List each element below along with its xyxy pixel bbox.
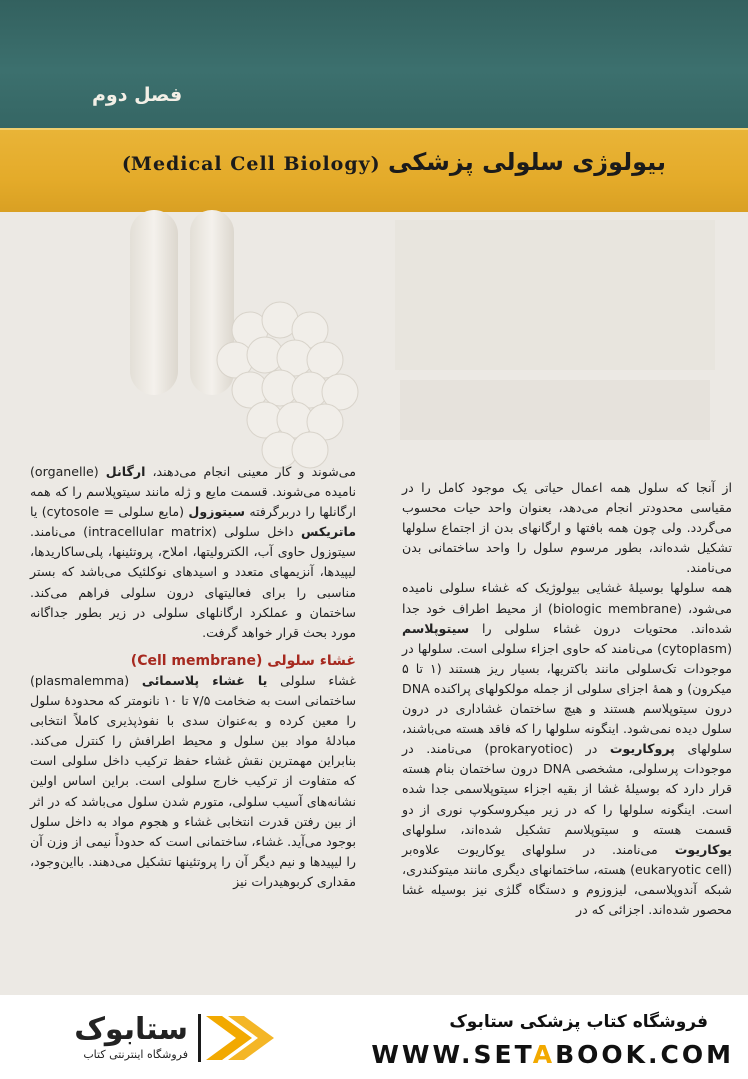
faded-cell-illustration xyxy=(40,210,720,500)
term-prokaryote: پروکاریوت xyxy=(609,741,675,757)
right-text-column xyxy=(402,478,732,920)
chapter-label: فصل دوم xyxy=(92,84,183,106)
paragraph-intro: از آنجا که سلول همه اعمال حیاتی یک موجود کامل را در مقیاسی محدودتر انجام می‌دهد، بعنوان واحد حیات محسوب می‌گردد. ولی چون همه بافتها و ارگانهای بدن از اجتماع سلولها تشکیل شده‌اند، بطور مرسوم سلول را واحد ساختمانی بدن می‌نامند. xyxy=(402,480,732,576)
paragraph-membrane-intro: همه سلولها بوسیلهٔ غشایی بیولوژیک که غشاء سلولی نامیده می‌شود، (biologic membrane) از محیط اطراف خود جدا شده‌اند. محتویات درون غشاء سلولی را سیتوپلاسم (cytoplasm) می‌نامند که حاوی اجزاء سلولی است. سلولها در موجودات تک‌سلولی مانند باکتریها، بسیار ریز هستند (۱ تا ۵ میکرون) و همهٔ اجزای سلولی از جمله مولکولهای پراکنده DNA درون سیتوپلاسم هستند و هیچ ساختمان غشاداری در درون سلول دیده نمی‌شود. اینگونه سلولها را که فاقد هسته می‌باشند، سلولهای پروکاریوت در (prokaryotioc) می‌نامند. در موجودات پرسلولی، مشخصی DNA درون ساختمان بنام هسته قرار دارد که بوسیلهٔ غشا از بقیه اجزاء سیتوپلاسمی جدا شده است. اینگونه سلولها را که در زیر میکروسکوپ نوری از دو قسمت هسته و سیتوپلاسم تشکیل شده‌اند، سلولهای یوکاریوت می‌نامند. در سلولهای یوکاریوت علاوه‌بر (eukaryotic cell) هسته، ساختمانهای دیگری مانند میتوکندری، شبکه آندوپلاسمی، لیزوزوم و دستگاه گلژی نیز بوسیله غشا محصور شده‌اند. اجزائی که در xyxy=(402,580,733,917)
logo-name: ستابوک xyxy=(74,1012,188,1047)
paragraph-cell-membrane: غشاء سلولی یا غشاء پلاسمائی (plasmalemma) ساختمانی است به ضخامت ۷/۵ تا ۱۰ نانومتر که محدودهٔ سلول را معین کرده و به‌عنوان سدی با نفوذپذیری کاملاً انتخابی مبادلهٔ مواد بین سلول و محیط اطرافش را کنترل می‌کند. بنابراین مهمترین نقش غشاء حفظ ترکیب داخل سلولی است که متفاوت از ترکیب خارج سلولی است. براین اساس اولین نشانه‌های آسیب سلولی، متورم شدن سلول می‌باشد که در اثر از بین رفتن قدرت انتخابی غشاء و هجوم مواد به داخل سلول بوجود می‌آید. غشاء، ساختمانی است که حدوداً نیمی از وزن آن را لیپیدها و نیم دیگر آن را پروتئینها تشکیل می‌دهند. با‌این‌وجود، مقداری کربوهیدرات نیز xyxy=(30,672,356,889)
logo-wordmark xyxy=(38,1012,188,1066)
page-bottom-fade xyxy=(0,930,748,1000)
chapter-title xyxy=(122,148,666,176)
term-plasma-membrane: یا غشاء پلاسمائی xyxy=(141,672,268,688)
paragraph-organelles: می‌شوند و کار معینی انجام می‌دهند، ارگانل (organelle) نامیده می‌شوند. قسمت مایع و ژله مانند سیتوپلاسم را که همه ارگانلها را دربرگرفته سیتوزول (مایع سلولی = cytosole) یا ماتریکس داخل سلولی (intracellular matrix) می‌نامند. سیتوزول حاوی آب، الکترولیتها، املاح، پروتئینها، پلی‌ساکاریدها، لیپیدها، آنزیمهای متعدد و اسیدهای نوکلئیک می‌باشد که بستر مناسبی را برای فعالیتهای درون سلولی فراهم می‌کند. ساختمان و عملکرد ارگانلهای سلولی در زیر بطور جداگانه مورد بحث قرار خواهد گرفت. xyxy=(30,464,356,640)
term-organelle: ارگانل xyxy=(105,464,146,479)
title-english: (Medical Cell Biology) xyxy=(121,153,380,175)
chapter-header-band xyxy=(0,0,748,128)
section-heading-cell-membrane: غشاء سلولی (Cell membrane) xyxy=(130,652,356,669)
store-name: فروشگاه کتاب پزشکی ستابوک xyxy=(449,1012,708,1032)
logo-tagline: فروشگاه اینترنتی کتاب xyxy=(83,1048,188,1061)
term-matrix: ماتریکس xyxy=(301,524,356,540)
title-persian: بیولوژی سلولی پزشکی xyxy=(388,148,666,176)
term-eukaryote: یوکاریوت xyxy=(674,841,732,857)
term-cytoplasm: سیتوپلاسم xyxy=(402,620,470,636)
store-url[interactable]: WWW.SETABOOK.COM xyxy=(371,1040,734,1069)
left-text-column xyxy=(30,462,356,892)
term-cytosol: سیتوزول xyxy=(188,504,245,520)
